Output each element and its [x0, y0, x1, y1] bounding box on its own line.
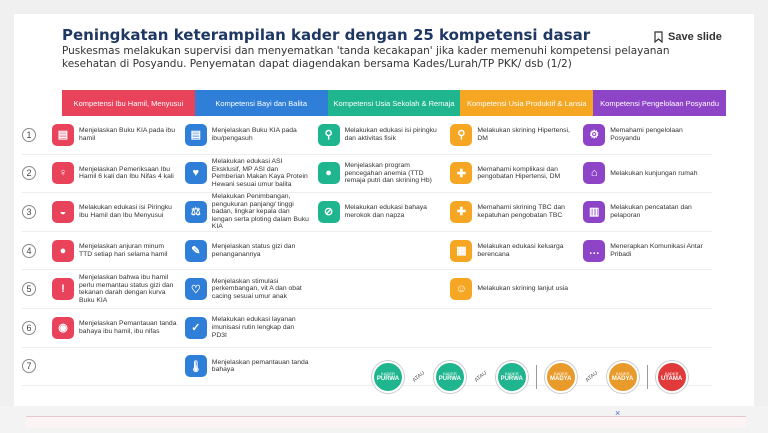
atau-label: ATAU — [411, 370, 427, 384]
competency-cell — [314, 155, 447, 193]
kader-badge — [434, 361, 466, 393]
badge-kader-text: KADER — [504, 370, 519, 376]
competency-cell — [579, 116, 712, 154]
badge-separator — [647, 365, 648, 389]
row-number-label: 5 — [22, 282, 36, 296]
competency-cell — [314, 232, 447, 270]
competency-headers — [62, 90, 726, 116]
calendar-icon: ▦ — [450, 240, 472, 262]
competency-text: Melakukan edukasi isi Piringku Ibu Hamil dan Ibu Menyusui — [79, 204, 172, 219]
competency-cell — [579, 270, 712, 308]
competency-cell — [446, 309, 579, 347]
badge-kader-text: KADER — [664, 370, 679, 376]
pregnant-icon: ♀ — [52, 162, 74, 184]
badge-level-text: PURWA — [500, 375, 523, 382]
competency-row — [22, 155, 712, 194]
house-icon: ⌂ — [583, 162, 605, 184]
pill-drop-icon: ● — [52, 240, 74, 262]
cutlery-icon: ⚲ — [318, 124, 340, 146]
badge-kader-text: KADER — [553, 370, 568, 376]
competency-cell — [181, 232, 314, 270]
competency-text: Melakukan kunjungan rumah — [610, 169, 698, 177]
row-number — [22, 116, 48, 154]
competency-text: Menjelaskan status gizi dan penanganannya — [211, 242, 296, 258]
badge-level-text: MADYA — [549, 375, 572, 382]
drop-icon: ● — [318, 162, 340, 184]
competency-cell — [181, 309, 314, 347]
competency-cell — [181, 193, 314, 231]
badge-level-text: PURWA — [376, 375, 400, 382]
badge-separator — [536, 365, 537, 389]
row-number — [22, 232, 48, 270]
competency-text: Melakukan skrining Hipertensi, DM — [477, 127, 570, 142]
competency-row — [22, 116, 712, 155]
competency-text: Menjelaskan Buku KIA pada ibu/pengasuh — [211, 127, 297, 142]
row-number-label: 4 — [22, 244, 36, 258]
competency-cell — [579, 232, 712, 270]
kader-badge — [656, 361, 688, 393]
gears-icon: ⚙ — [583, 124, 605, 146]
competency-cell — [48, 232, 181, 270]
medicine-icon: ✚ — [450, 201, 472, 223]
competency-row — [22, 232, 712, 271]
competency-text: Melakukan Penimbangan, pengukuran panjang/ tinggi badan, lingkar kepala dan lengan serta ploting dalam Buku KIA — [211, 193, 309, 231]
competency-text: Menjelaskan pemantauan tanda bahaya — [211, 358, 309, 374]
competency-text: Melakukan edukasi keluarga berencana — [477, 242, 564, 258]
row-number-label: 2 — [22, 166, 36, 180]
badge-kader-text: KADER — [442, 370, 457, 376]
competency-cell — [579, 309, 712, 347]
breastfeeding-icon: ♥ — [185, 162, 207, 184]
thermometer-icon: 🌡 — [185, 355, 207, 377]
atau-label: ATAU — [473, 370, 489, 384]
competency-text: Melakukan skrining lanjut usia — [477, 285, 569, 293]
column-header: Kompetensi Pengelolaan Posyandu — [593, 90, 726, 116]
kader-badge — [372, 361, 404, 393]
competency-cell — [48, 309, 181, 347]
row-number — [22, 348, 48, 386]
badge-kader-text: KADER — [615, 370, 630, 376]
kader-badge — [607, 361, 639, 393]
competency-cell — [314, 309, 447, 347]
report-icon: ▥ — [583, 201, 605, 223]
row-number — [22, 155, 48, 193]
scale-icon: ⚖ — [185, 201, 207, 223]
competency-cell — [181, 155, 314, 193]
competency-cell — [579, 155, 712, 193]
bookmark-icon — [654, 31, 663, 43]
competency-cell — [446, 232, 579, 270]
pills-icon: ✚ — [450, 162, 472, 184]
badge-level-text: PURWA — [438, 375, 461, 382]
competency-cell — [579, 193, 712, 231]
competency-cell — [314, 270, 447, 308]
shield-icon: ✓ — [185, 317, 207, 339]
elderly-icon: ☺ — [450, 278, 472, 300]
competency-cell — [48, 116, 181, 154]
bowl-icon: ◒ — [52, 201, 74, 223]
ad-banner — [26, 416, 746, 428]
competency-cell — [181, 270, 314, 308]
close-icon[interactable]: × — [615, 408, 621, 418]
row-number — [22, 193, 48, 231]
competency-text: Memahami komplikasi dan pengobatan Hipertensi, DM — [477, 165, 561, 181]
kader-badges — [372, 361, 688, 393]
competency-text: Menjelaskan program pencegahan anemia (TTD remaja putri dan skrining Hb) — [344, 162, 432, 185]
row-number — [22, 270, 48, 308]
row-number — [22, 309, 48, 347]
competency-text: Menjelaskan Pemantauan tanda bahaya ibu hamil, ibu nifas — [79, 320, 177, 335]
atau-label: ATAU — [584, 370, 599, 384]
competency-cell — [446, 155, 579, 193]
badge-kader-text: KADER — [381, 370, 395, 376]
badge-level-text: MADYA — [611, 375, 634, 382]
row-number-label: 6 — [22, 321, 36, 335]
competency-cell — [48, 348, 181, 386]
competency-grid — [22, 116, 712, 386]
competency-text: Menjelaskan Buku KIA pada ibu hamil — [79, 127, 175, 142]
monitor-icon: ◉ — [52, 317, 74, 339]
competency-text: Melakukan edukasi isi piringku dan aktivitas fisik — [344, 127, 437, 142]
competency-text: Menjelaskan anjuran minum TTD setiap hari selama hamil — [79, 242, 168, 258]
competency-row — [22, 193, 712, 232]
stimulation-icon: ♡ — [185, 278, 207, 300]
competency-text: Menjelaskan bahwa ibu hamil perlu memantau status gizi dan tekanan darah dengan kurva Buku KIA — [79, 273, 174, 304]
magnifier-icon: ⚲ — [450, 124, 472, 146]
competency-cell — [48, 270, 181, 308]
competency-cell — [446, 270, 579, 308]
competency-text: Menerapkan Komunikasi Antar Pribadi — [610, 242, 703, 258]
competency-cell — [48, 155, 181, 193]
competency-text: Menjelaskan Pemeriksaan Ibu Hamil 6 kali dan Ibu Nifas 4 kali — [79, 165, 174, 181]
column-header: Kompetensi Ibu Hamil, Menyusui — [62, 90, 195, 116]
chat-icon: … — [583, 240, 605, 262]
competency-text: Melakukan edukasi bahaya merokok dan napza — [344, 204, 427, 219]
competency-text: Melakukan pencatatan dan pelaporan — [610, 204, 692, 219]
row-number-label: 3 — [22, 205, 36, 219]
competency-row — [22, 270, 712, 309]
nutrition-icon: ✎ — [185, 240, 207, 262]
competency-cell — [48, 193, 181, 231]
column-header: Kompetensi Usia Produktif & Lansia — [460, 90, 593, 116]
save-slide-label: Save slide — [668, 31, 722, 43]
no-smoking-icon: ⊘ — [318, 201, 340, 223]
slide-title: Peningkatan keterampilan kader dengan 25 kompetensi dasar — [62, 26, 591, 44]
competency-text: Menjelaskan stimulasi perkembangan, vit A dan obat cacing sesuai umur anak — [211, 277, 302, 300]
warning-book-icon: ! — [52, 278, 74, 300]
competency-cell — [446, 193, 579, 231]
competency-cell — [181, 348, 314, 386]
book-icon: ▤ — [52, 124, 74, 146]
save-slide-button[interactable] — [654, 31, 722, 43]
slide-subtitle: Puskesmas melakukan supervisi dan menyematkan 'tanda kecakapan' jika kader memenuhi kompetensi pelayanan kesehatan di Posyandu. Penyematan dapat diagendakan bersama Kades/Lurah/TP PKK/ dsb (1/2) — [62, 45, 670, 70]
competency-row — [22, 309, 712, 348]
column-header: Kompetensi Bayi dan Balita — [195, 90, 328, 116]
kader-badge — [496, 361, 528, 393]
column-header: Kompetensi Usia Sekolah & Remaja — [328, 90, 461, 116]
badge-level-text: UTAMA — [660, 375, 683, 382]
kader-badge — [545, 361, 577, 393]
competency-text: Memahami pengelolaan Posyandu — [610, 127, 683, 142]
row-number-label: 1 — [22, 128, 36, 142]
competency-text: Memahami skrining TBC dan kepatuhan pengobatan TBC — [477, 204, 565, 219]
footer-ad-bar — [0, 406, 768, 433]
competency-text: Melakukan edukasi ASI Eksklusif, MP ASI dan Pemberian Makan Kaya Protein Hewani sesuai umur balita — [211, 158, 308, 188]
book-icon: ▤ — [185, 124, 207, 146]
competency-cell — [181, 116, 314, 154]
competency-cell — [314, 193, 447, 231]
competency-cell — [446, 116, 579, 154]
competency-cell — [314, 116, 447, 154]
row-number-label: 7 — [22, 359, 36, 373]
competency-text: Melakukan edukasi layanan imunisasi rutin lengkap dan PD3I — [211, 316, 296, 339]
